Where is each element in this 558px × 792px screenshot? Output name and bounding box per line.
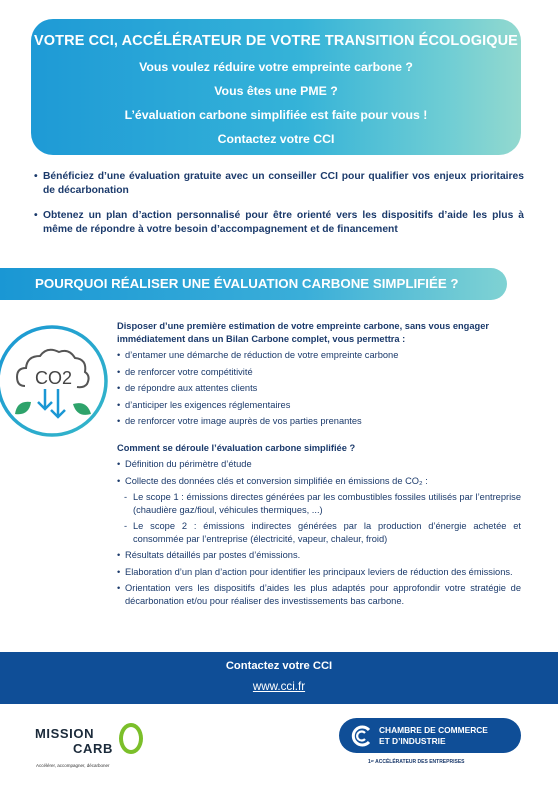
hero-line: Vous êtes une PME ? xyxy=(214,84,338,98)
list-item: • d’entamer une démarche de réduction de votre empreinte carbone xyxy=(117,349,521,362)
cci-logo-line1: CHAMBRE DE COMMERCE xyxy=(379,725,488,735)
footer-title: Contactez votre CCI xyxy=(225,660,333,672)
hero-title: VOTRE CCI, ACCÉLÉRATEUR DE VOTRE TRANSITION ÉCOLOGIQUE xyxy=(34,33,518,49)
list-item: • de renforcer votre compétitivité xyxy=(117,366,521,379)
list-item: • Orientation vers les dispositifs d’aides les plus adaptés pour approfondir votre stratégie de décarbonation et/ou pour réaliser des investissements bas carbone. xyxy=(117,582,521,608)
list-item: • de renforcer votre image auprès de vos parties prenantes xyxy=(117,415,521,428)
list-item: • Elaboration d’un plan d’action pour identifier les principaux leviers de réduction des émissions. xyxy=(117,566,521,579)
mission-logo-line2: CARB xyxy=(73,741,113,756)
mission-logo-o-icon xyxy=(119,723,143,754)
hero-line: L’évaluation carbone simplifiée est faite pour vous ! xyxy=(124,108,428,122)
section-banner-title: POURQUOI RÉALISER UNE ÉVALUATION CARBONE SIMPLIFIÉE ? xyxy=(35,276,459,291)
benefit-item: • Bénéficiez d’une évaluation gratuite avec un conseiller CCI pour qualifier vos enjeux prioritaires de décarbonation xyxy=(34,170,524,198)
list-item: • d’anticiper les exigences réglementaires xyxy=(117,399,521,412)
section-banner xyxy=(0,268,507,300)
cci-logo xyxy=(339,718,521,753)
benefits-list xyxy=(34,170,524,248)
hero-contact-line: Contactez votre CCI xyxy=(217,132,335,146)
process-heading: Comment se déroule l’évaluation carbone simplifiée ? xyxy=(117,443,356,453)
main-content xyxy=(117,320,521,612)
list-item: • de répondre aux attentes clients xyxy=(117,382,521,395)
cci-logo-text xyxy=(379,725,488,746)
benefit-item: • Obtenez un plan d’action personnalisé pour être orienté vers les dispositifs d’aide les plus à même de répondre à votre besoin d’accompagnement et de financement xyxy=(34,209,524,237)
benefits-intro: Disposer d’une première estimation de votre empreinte carbone, sans vous engager immédiatement dans un Bilan Carbone complet, vous permettra : xyxy=(117,321,489,344)
co2-label: CO2 xyxy=(35,368,73,388)
mission-logo-line1: MISSION xyxy=(35,726,95,741)
list-item: • Définition du périmètre d’étude xyxy=(117,458,521,471)
hero-banner xyxy=(31,19,521,155)
cci-logo-line2: ET D’INDUSTRIE xyxy=(379,735,446,746)
scope-item: - Le scope 1 : émissions directes générées par les combustibles fossiles utilisés par l’entreprise (chaudière gaz/fioul, véhicules thermiques, ...) xyxy=(117,491,521,517)
cci-tagline: 1ᵉʳ ACCÉLÉRATEUR DES ENTREPRISES xyxy=(368,759,465,765)
list-item: • Collecte des données clés et conversion simplifiée en émissions de CO₂ : xyxy=(117,475,521,488)
cci-mark-icon xyxy=(351,725,373,747)
scope-item: - Le scope 2 : émissions indirectes générées par la production d’énergie achetée et consommée par l’entreprise (électricité, vapeur, chaleur, froid) xyxy=(117,520,521,546)
hero-line: Vous voulez réduire votre empreinte carbone ? xyxy=(139,60,413,74)
co2-reduction-icon xyxy=(0,318,115,442)
mission-logo-tagline: Accélérer, accompagner, décarboner xyxy=(36,763,110,768)
cci-website-link[interactable]: www.cci.fr xyxy=(252,680,306,693)
mission-carbo-logo xyxy=(35,720,165,770)
contact-footer xyxy=(0,652,558,704)
list-item: • Résultats détaillés par postes d’émissions. xyxy=(117,549,521,562)
